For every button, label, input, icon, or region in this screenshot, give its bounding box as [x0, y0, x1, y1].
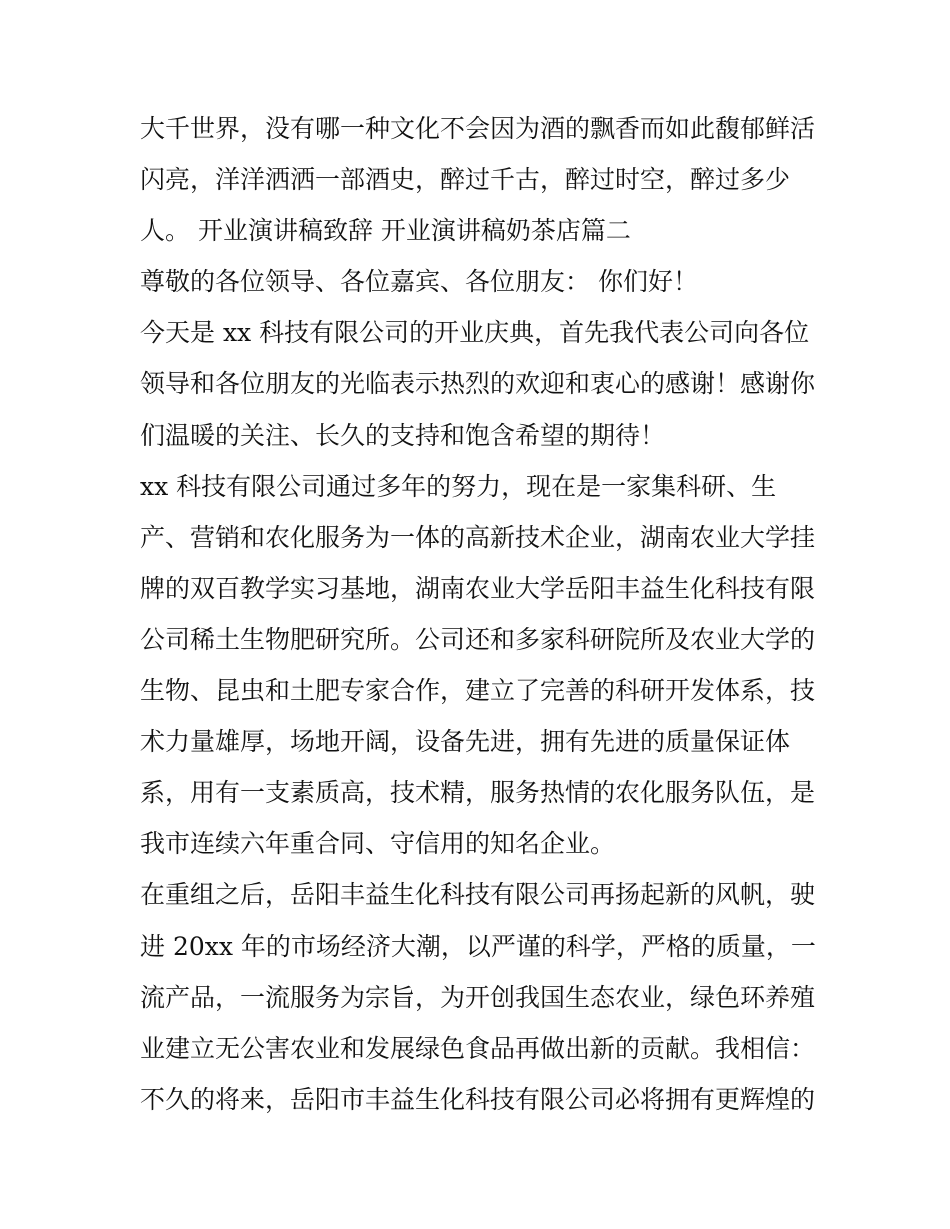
text-line: 生物、昆虫和土肥专家合作，建立了完善的科研开发体系，技 — [140, 676, 816, 706]
text-line: 流产品，一流服务为宗旨，为开创我国生态农业，绿色环养殖 — [140, 982, 816, 1012]
text-line: 在重组之后，岳阳丰益生化科技有限公司再扬起新的风帆，驶 — [140, 880, 816, 910]
text-line: xx 科技有限公司通过多年的努力，现在是一家集科研、生 — [140, 471, 777, 501]
text-line: 们温暖的关注、长久的支持和饱含希望的期待！ — [140, 420, 666, 450]
text-line: 不久的将来，岳阳市丰益生化科技有限公司必将拥有更辉煌的 — [140, 1084, 816, 1114]
text-line: 术力量雄厚，场地开阔，设备先进，拥有先进的质量保证体 — [140, 727, 791, 757]
text-line: 闪亮，洋洋洒洒一部酒史，醉过千古，醉过时空，醉过多少 — [140, 165, 791, 195]
text-line: 大千世界，没有哪一种文化不会因为酒的飘香而如此馥郁鲜活 — [140, 114, 816, 143]
text-line: 人。 开业演讲稿致辞 开业演讲稿奶茶店篇二 — [140, 216, 631, 246]
text-line: 牌的双百教学实习基地，湖南农业大学岳阳丰益生化科技有限 — [140, 573, 816, 603]
text-line: 系，用有一支素质高，技术精，服务热情的农化服务队伍，是 — [140, 778, 816, 808]
text-line: 公司稀土生物肥研究所。公司还和多家科研院所及农业大学的 — [140, 624, 816, 654]
text-line: 我市连续六年重合同、守信用的知名企业。 — [140, 829, 616, 859]
text-line: 尊敬的各位领导、各位嘉宾、各位朋友： 你们好！ — [140, 267, 698, 297]
text-line: 领导和各位朋友的光临表示热烈的欢迎和衷心的感谢！感谢你 — [140, 369, 816, 399]
text-line: 进 20xx 年的市场经济大潮，以严谨的科学，严格的质量，一 — [140, 931, 816, 961]
text-line: 业建立无公害农业和发展绿色食品再做出新的贡献。我相信： — [140, 1033, 816, 1063]
document-body — [140, 103, 820, 1125]
text-line: 今天是 xx 科技有限公司的开业庆典，首先我代表公司向各位 — [140, 318, 810, 348]
text-line: 产、营销和农化服务为一体的高新技术企业，湖南农业大学挂 — [140, 522, 816, 552]
